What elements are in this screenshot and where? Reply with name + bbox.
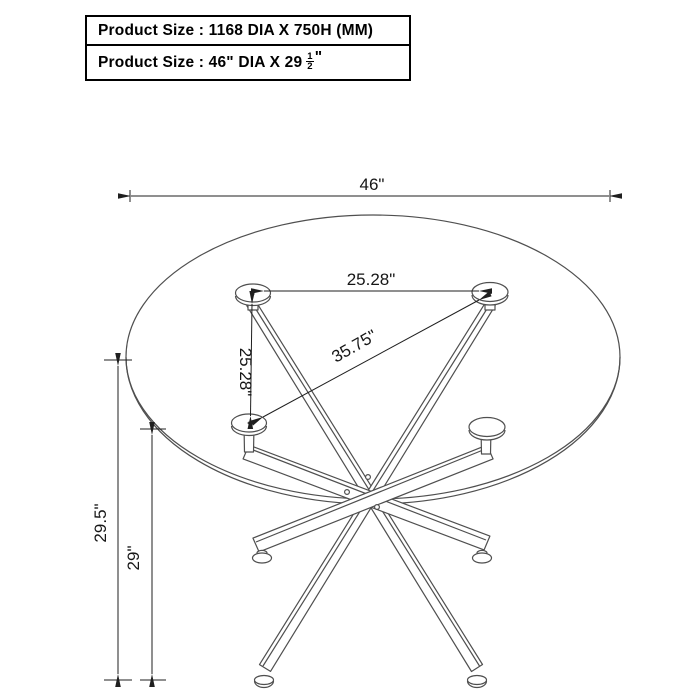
screw-cap xyxy=(345,490,350,495)
product-size-mm-text: Product Size : 1168 DIA X 750H (MM) xyxy=(98,21,374,39)
foot-glide-front-right xyxy=(468,676,487,688)
screw-cap xyxy=(375,505,380,510)
dimension-leg-span-diagonal xyxy=(263,300,479,417)
dimension-leg-span-top xyxy=(264,270,479,291)
inch-mark: " xyxy=(314,48,323,66)
dimension-label-leg-span-side: 25.28" xyxy=(236,347,255,397)
dimension-leg-span-side xyxy=(236,304,255,416)
screw-cap xyxy=(366,475,371,480)
foot-glide-front-left xyxy=(255,676,274,688)
dimension-overall-height xyxy=(91,360,132,680)
foot-glide-back-left xyxy=(253,550,272,563)
dimension-label-leg-span-top: 25.28" xyxy=(346,270,396,289)
leg-mount-disc-bottom-left xyxy=(232,414,267,436)
foot-glide-back-right xyxy=(473,550,492,563)
dimension-label-leg-span-diagonal: 35.75" xyxy=(328,325,381,367)
dimension-underside-clearance xyxy=(124,429,166,680)
leg-mount-disc-top-left xyxy=(236,284,271,306)
leg-mount-disc-top-right xyxy=(472,283,508,306)
table-leg-back-left-edge xyxy=(252,303,480,666)
dimension-label-overall-height: 29.5" xyxy=(91,503,110,543)
fraction-one-half: $\frac{1}{2}$ xyxy=(307,50,313,72)
table-leg-back-left xyxy=(247,300,483,671)
dimension-diameter xyxy=(130,175,610,202)
leg-mount-disc-bottom-right xyxy=(469,418,505,441)
product-size-inch-text: Product Size : 46" DIA X 29 xyxy=(98,53,303,71)
table-top xyxy=(126,215,620,504)
extension-ticks xyxy=(140,429,166,680)
dimension-line xyxy=(263,300,479,417)
dimension-label-underside-clearance: 29" xyxy=(124,545,143,571)
table-leg-back-right-edge xyxy=(263,304,490,666)
dimension-label-diameter: 46" xyxy=(359,175,385,194)
